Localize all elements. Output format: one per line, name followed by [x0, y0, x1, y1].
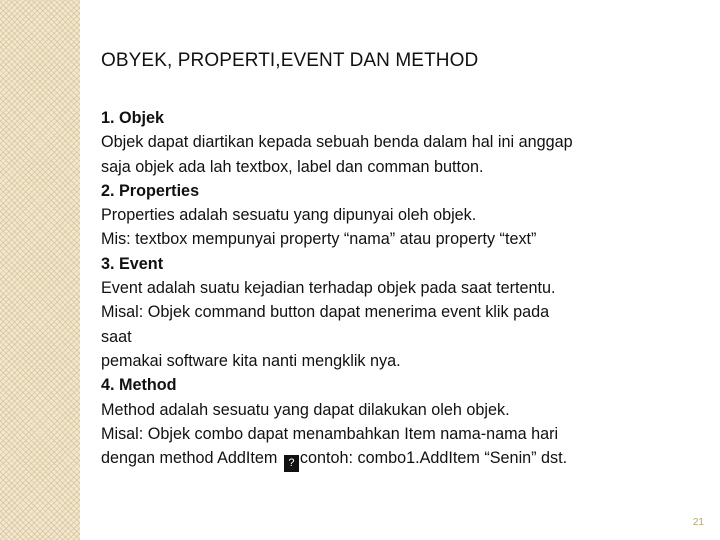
event-text-line: Event adalah suatu kejadian terhadap objek pada saat tertentu.: [101, 279, 556, 298]
page-number: 21: [692, 517, 704, 528]
section-heading-objek: 1. Objek: [101, 109, 164, 127]
decorative-side-band: [0, 0, 80, 540]
event-text-line: Misal: Objek command button dapat menerima event klik pada: [101, 303, 550, 322]
section-heading-event: 3. Event: [101, 254, 164, 273]
section-heading-method: 4. Method: [101, 376, 177, 395]
properties-text-line: Mis: textbox mempunyai property “nama” atau property “text”: [101, 230, 537, 249]
event-text-line: pemakai software kita nanti mengklik nya.: [101, 351, 401, 370]
properties-text-line: Properties adalah sesuatu yang dipunyai oleh objek.: [101, 206, 477, 225]
method-text-segment: dengan method AddItem: [101, 449, 282, 468]
method-text-segment: contoh: combo1.AddItem “Senin” dst.: [299, 449, 568, 468]
method-text-line: Method adalah sesuatu yang dapat dilakukan oleh objek.: [101, 400, 510, 419]
method-text-line: [101, 446, 661, 472]
objek-text-line: saja objek ada lah textbox, label dan comman button.: [101, 157, 484, 176]
slide-content: [101, 106, 661, 472]
missing-glyph-icon: ?: [284, 455, 299, 472]
section-heading-properties: 2. Properties: [101, 181, 200, 200]
method-text-line: Misal: Objek combo dapat menambahkan Item nama-nama hari: [101, 424, 559, 443]
event-text-line: saat: [101, 327, 132, 346]
objek-text-line: Objek dapat diartikan kepada sebuah benda dalam hal ini anggap: [101, 133, 573, 152]
slide-title: OBYEK, PROPERTI,EVENT DAN METHOD: [101, 50, 479, 71]
